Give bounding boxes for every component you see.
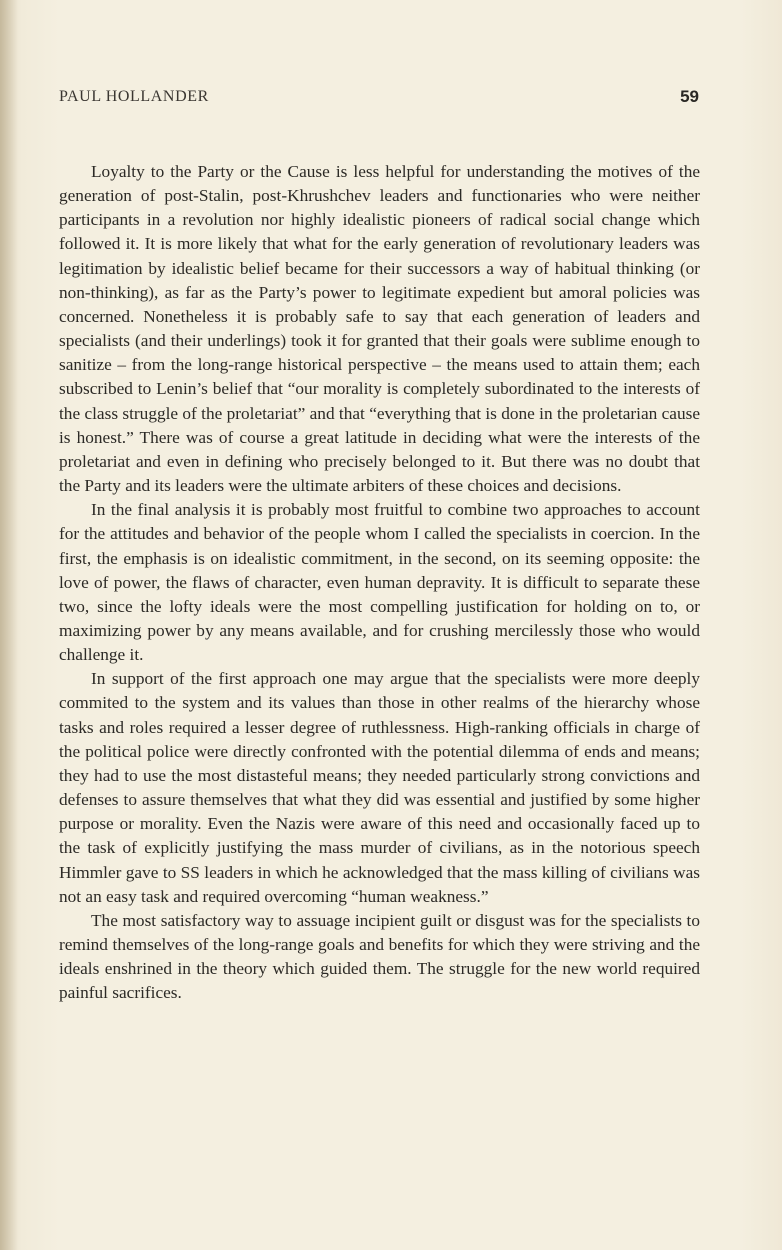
- paragraph-4: The most satisfactory way to assuage incipient guilt or disgust was for the specialists to remind themselves of the long-range goals and benefits for which they were striving and the ideals enshrined in the theory which guided them. The struggle for the new world required painful sacrifices.: [59, 910, 700, 1003]
- paragraph-3: In support of the first approach one may argue that the specialists were more deeply commited to the system and its values than those in other realms of the hierarchy whose tasks and roles required a lesser degree of ruthlessness. High-ranking officials in charge of the political police were directly confronted with the potential dilemma of ends and means; they had to use the most distasteful means; they needed particularly strong convictions and defenses to assure themselves that what they did was essential and justified by some higher purpose or morality. Even the Nazis were aware of this need and occasionally faced up to the task of explicitly justifying the mass murder of civilians, as in the notorious speech Himmler gave to SS leaders in which he acknowledged that the mass killing of civilians was not an easy task and required overcoming “human weakness.”: [59, 669, 700, 906]
- paragraph-2: In the final analysis it is probably most fruitful to combine two approaches to account for the attitudes and behavior of the people whom I called the specialists in coercion. In the first, the emphasis is on idealistic commitment, in the second, on its seeming opposite: the love of power, the flaws of character, even human depravity. It is difficult to separate these two, since the lofty ideals were the most compelling justification for holding on to, or maximizing power by any means available, and for crushing mercilessly those who would challenge it.: [59, 500, 700, 665]
- binding-gutter-shadow: [0, 0, 18, 1250]
- body-text: [59, 160, 700, 1005]
- page-number: 59: [680, 87, 699, 106]
- running-head-author: PAUL HOLLANDER: [59, 88, 209, 105]
- paragraph-1: Loyalty to the Party or the Cause is less helpful for understanding the motives of the generation of post-Stalin, post-Khrushchev leaders and functionaries who were neither participants in a revolution nor highly idealistic pioneers of radical social change which followed it. It is more likely that what for the early generation of revolutionary leaders was legitimation by idealistic belief became for their successors a way of habitual thinking (or non-thinking), as far as the Party’s power to legitimate expedient but amoral policies was concerned. Nonetheless it is probably safe to say that each generation of leaders and specialists (and their underlings) took it for granted that their goals were sublime enough to sanitize – from the long-range historical perspective – the means used to attain them; each subscribed to Lenin’s belief that “our morality is completely subordinated to the interests of the class struggle of the proletariat” and that “everything that is done in the proletarian cause is honest.” There was of course a great latitude in deciding what were the interests of the proletariat and even in defining who precisely belonged to it. But there was no doubt that the Party and its leaders were the ultimate arbiters of these choices and decisions.: [59, 162, 700, 496]
- running-head: [59, 88, 699, 112]
